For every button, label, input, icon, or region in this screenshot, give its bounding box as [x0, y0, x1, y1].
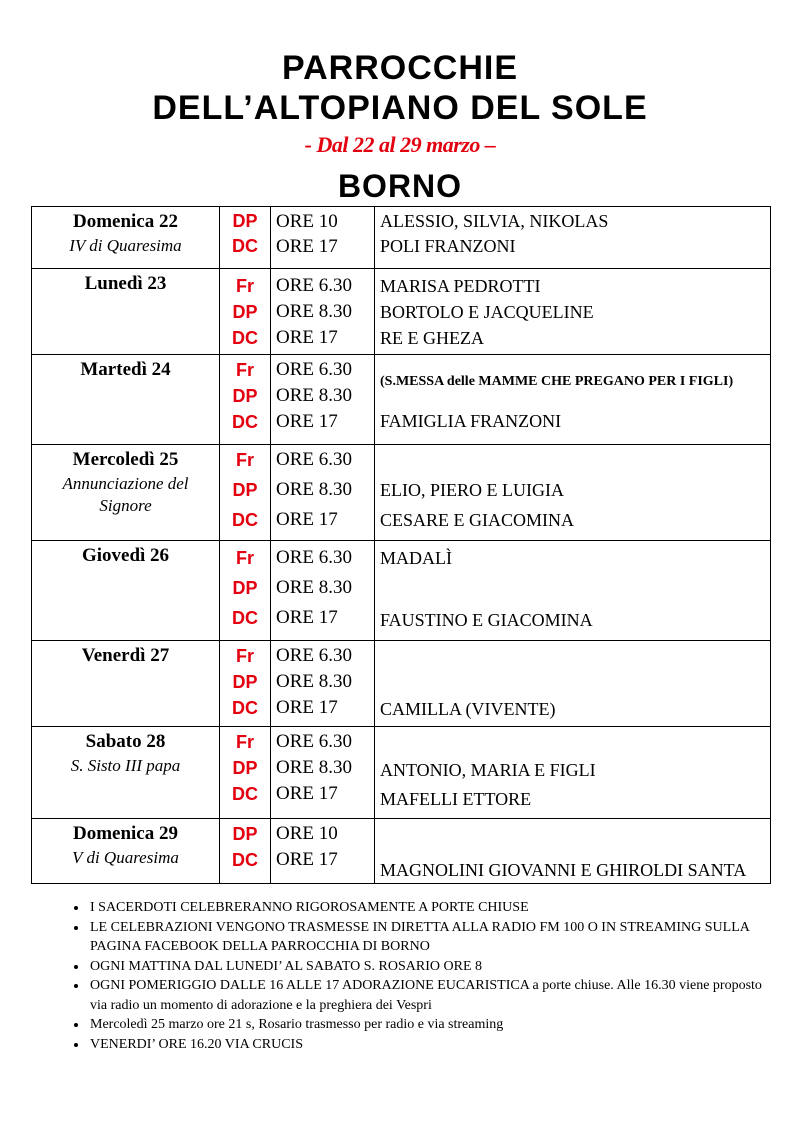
mass-intention: MAFELLI ETTORE	[380, 789, 532, 809]
celebration-code: DC	[232, 608, 258, 628]
mass-intention: BORTOLO E JACQUELINE	[380, 302, 594, 322]
mass-time: ORE 17	[276, 509, 338, 530]
mass-intention	[375, 833, 770, 858]
note-item: • OGNI MATTINA DAL LUNEDI’ AL SABATO S. ROSARIO ORE 8	[88, 957, 778, 977]
schedule-row	[32, 541, 771, 641]
town-heading: BORNO	[337, 168, 463, 204]
day-subtitle: IV di Quaresima	[69, 236, 182, 255]
intention-cell	[375, 641, 771, 727]
celebration-code: DC	[232, 510, 258, 530]
day-label: Domenica 22	[72, 211, 178, 232]
mass-time: ORE 17	[276, 411, 338, 432]
notes-list	[66, 898, 778, 1054]
celebration-code: DP	[232, 758, 258, 778]
mass-time: ORE 8.30	[276, 757, 352, 778]
time-cell	[271, 541, 375, 641]
time-cell	[271, 355, 375, 445]
mass-schedule-table	[31, 206, 771, 884]
mass-intention: FAUSTINO E GIACOMINA	[380, 610, 593, 630]
schedule-row	[32, 445, 771, 541]
note-item: • Mercoledì 25 marzo ore 21 s, Rosario trasmesso per radio e via streaming	[88, 1015, 778, 1035]
celebration-code-cell	[220, 445, 271, 541]
celebration-code: Fr	[236, 548, 254, 568]
intention-cell	[375, 207, 771, 269]
mass-time: ORE 17	[276, 849, 338, 870]
schedule-row	[32, 269, 771, 355]
day-cell	[32, 355, 220, 445]
mass-time: ORE 17	[276, 607, 338, 628]
celebration-code: DP	[232, 480, 258, 500]
celebration-code: Fr	[236, 360, 254, 380]
mass-intention: CAMILLA (VIVENTE)	[380, 699, 556, 719]
celebration-code-cell	[220, 641, 271, 727]
note-item: • I SACERDOTI CELEBRERANNO RIGOROSAMENTE A PORTE CHIUSE	[88, 898, 778, 918]
mass-intention: POLI FRANZONI	[380, 236, 516, 256]
celebration-code: Fr	[236, 732, 254, 752]
mass-intention	[375, 395, 770, 409]
mass-intention: MAGNOLINI GIOVANNI E GHIROLDI SANTA	[380, 860, 747, 880]
celebration-code: DP	[232, 211, 258, 231]
mass-intention: (S.MESSA delle MAMME CHE PREGANO PER I FIGLI)	[380, 374, 734, 389]
intention-cell	[375, 355, 771, 445]
day-cell	[32, 207, 220, 269]
mass-intention	[375, 445, 770, 475]
intention-cell	[375, 819, 771, 884]
intention-cell	[375, 727, 771, 819]
celebration-code: DP	[232, 578, 258, 598]
mass-intention: RE E GHEZA	[380, 328, 484, 348]
celebration-code: DC	[232, 236, 258, 256]
intention-cell	[375, 269, 771, 355]
day-subtitle: S. Sisto III papa	[70, 756, 181, 775]
celebration-code: Fr	[236, 646, 254, 666]
celebration-code: DP	[232, 672, 258, 692]
celebration-code-cell	[220, 355, 271, 445]
intention-cell	[375, 445, 771, 541]
page-title-line2: DELL’ALTOPIANO DEL SOLE	[152, 89, 648, 127]
day-label: Martedì 24	[80, 359, 171, 380]
schedule-row	[32, 355, 771, 445]
mass-intention	[375, 727, 770, 756]
mass-time: ORE 6.30	[276, 645, 352, 666]
mass-intention	[375, 589, 770, 607]
time-cell	[271, 207, 375, 269]
day-label: Lunedì 23	[84, 273, 167, 294]
day-label: Giovedì 26	[81, 545, 170, 566]
time-cell	[271, 727, 375, 819]
mass-time: ORE 6.30	[276, 731, 352, 752]
celebration-code: Fr	[236, 450, 254, 470]
page-title-line1: PARROCCHIE	[281, 49, 519, 87]
mass-time: ORE 8.30	[276, 301, 352, 322]
mass-time: ORE 17	[276, 327, 338, 348]
celebration-code: Fr	[236, 276, 254, 296]
note-item: • LE CELEBRAZIONI VENGONO TRASMESSE IN DIRETTA ALLA RADIO FM 100 O IN STREAMING SULLA PAGINA FACEBOOK DELLA PARROCCHIA DI BORNO	[88, 918, 778, 957]
celebration-code: DP	[232, 824, 258, 844]
mass-intention: MARISA PEDROTTI	[380, 276, 541, 296]
celebration-code: DC	[232, 412, 258, 432]
mass-time: ORE 6.30	[276, 359, 352, 380]
day-cell	[32, 819, 220, 884]
celebration-code: DC	[232, 784, 258, 804]
mass-time: ORE 8.30	[276, 479, 352, 500]
day-subtitle: V di Quaresima	[72, 848, 179, 867]
date-range: - Dal 22 al 29 marzo –	[304, 132, 496, 157]
mass-time: ORE 8.30	[276, 577, 352, 598]
mass-intention: FAMIGLIA FRANZONI	[380, 411, 562, 431]
mass-time: ORE 10	[276, 823, 338, 844]
mass-time: ORE 17	[276, 697, 338, 718]
day-cell	[32, 641, 220, 727]
celebration-code: DP	[232, 386, 258, 406]
mass-time: ORE 17	[276, 783, 338, 804]
time-cell	[271, 819, 375, 884]
celebration-code-cell	[220, 207, 271, 269]
mass-time: ORE 10	[276, 211, 338, 232]
celebration-code: DP	[232, 302, 258, 322]
mass-time: ORE 8.30	[276, 385, 352, 406]
schedule-row	[32, 207, 771, 269]
mass-intention: CESARE E GIACOMINA	[380, 510, 575, 530]
day-label: Sabato 28	[85, 731, 166, 752]
mass-intention	[375, 357, 770, 369]
day-subtitle: Annunciazione del	[62, 474, 189, 493]
celebration-code-cell	[220, 727, 271, 819]
note-item: • OGNI POMERIGGIO DALLE 16 ALLE 17 ADORAZIONE EUCARISTICA a porte chiuse. Alle 16.30 viene proposto via radio un momento di adorazione e la preghiera dei Vespri	[88, 976, 778, 1015]
mass-time: ORE 17	[276, 236, 338, 257]
day-label: Domenica 29	[72, 823, 178, 844]
celebration-code-cell	[220, 819, 271, 884]
mass-time: ORE 6.30	[276, 547, 352, 568]
mass-time: ORE 6.30	[276, 449, 352, 470]
schedule-row	[32, 641, 771, 727]
note-item: • VENERDI’ ORE 16.20 VIA CRUCIS	[88, 1035, 778, 1055]
day-label: Venerdì 27	[81, 645, 170, 666]
celebration-code: DC	[232, 698, 258, 718]
day-cell	[32, 445, 220, 541]
mass-intention: ELIO, PIERO E LUIGIA	[380, 480, 564, 500]
mass-intention	[375, 669, 770, 696]
celebration-code: DC	[232, 328, 258, 348]
day-cell	[32, 269, 220, 355]
schedule-row	[32, 819, 771, 884]
time-cell	[271, 269, 375, 355]
intention-cell	[375, 541, 771, 641]
mass-time: ORE 8.30	[276, 671, 352, 692]
time-cell	[271, 641, 375, 727]
day-cell	[32, 541, 220, 641]
mass-intention	[375, 571, 770, 589]
day-cell	[32, 727, 220, 819]
mass-intention: ANTONIO, MARIA E FIGLI	[380, 760, 596, 780]
celebration-code-cell	[220, 269, 271, 355]
day-label: Mercoledì 25	[72, 449, 179, 470]
celebration-code: DC	[232, 850, 258, 870]
mass-intention	[375, 642, 770, 669]
time-cell	[271, 445, 375, 541]
schedule-row	[32, 727, 771, 819]
day-subtitle: Signore	[99, 496, 152, 515]
mass-intention: ALESSIO, SILVIA, NIKOLAS	[380, 211, 609, 231]
celebration-code-cell	[220, 541, 271, 641]
mass-intention: MADALÌ	[380, 548, 452, 568]
mass-time: ORE 6.30	[276, 275, 352, 296]
